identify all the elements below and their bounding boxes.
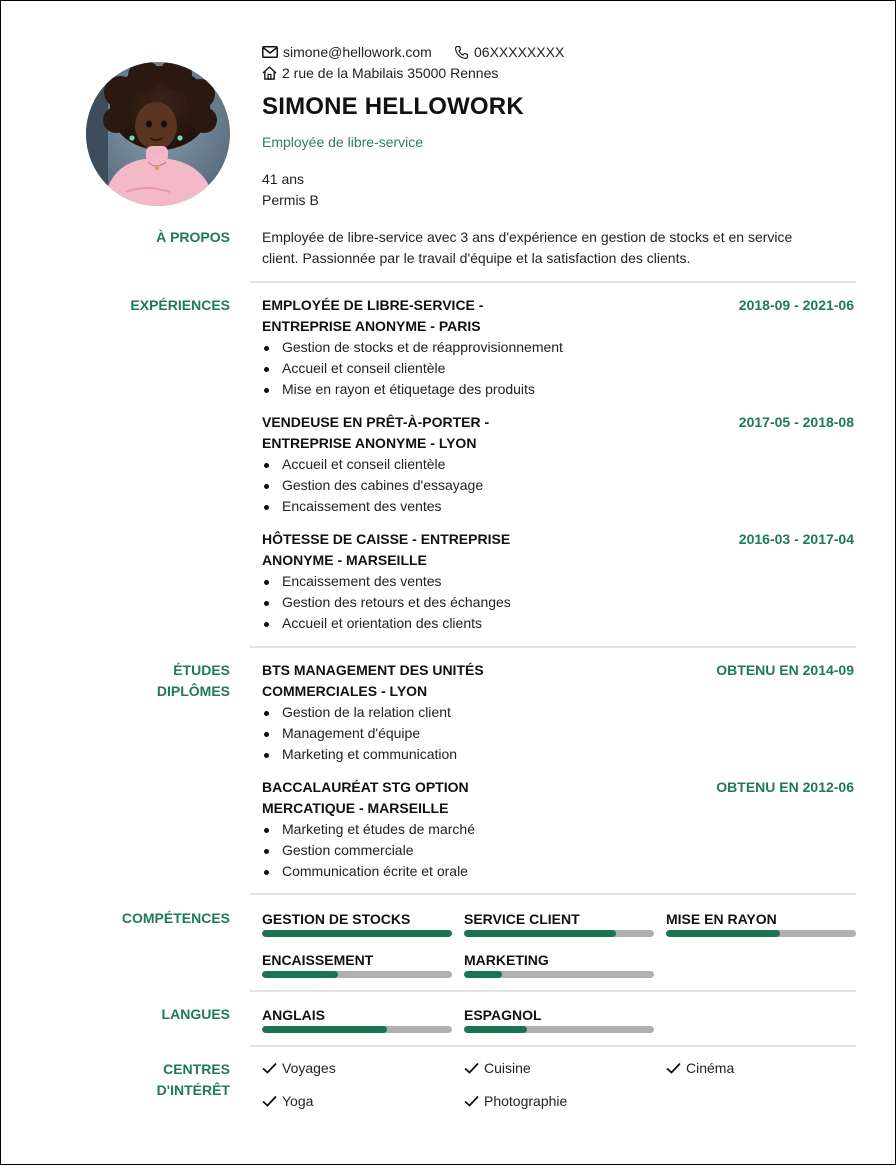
list-item: Gestion commerciale xyxy=(262,840,475,861)
education-title-line: BTS MANAGEMENT DES UNITÉS xyxy=(262,662,484,678)
skill-item xyxy=(262,910,452,937)
experience-title xyxy=(262,529,562,571)
language-name: ESPAGNOL xyxy=(464,1007,542,1023)
about-text xyxy=(262,227,792,269)
list-item: Communication écrite et orale xyxy=(262,861,475,882)
interest-label: Photographie xyxy=(484,1093,568,1109)
experience-title-line: ANONYME - MARSEILLE xyxy=(262,552,427,568)
education-date: OBTENU EN 2012-06 xyxy=(716,779,854,795)
skill-name: GESTION DE STOCKS xyxy=(262,911,411,927)
candidate-name: SIMONE HELLOWORK xyxy=(262,93,524,120)
interest-label: Cinéma xyxy=(686,1060,735,1076)
interest-label: Cuisine xyxy=(484,1060,531,1076)
avatar xyxy=(86,62,230,206)
skill-bar xyxy=(464,971,654,978)
education-label xyxy=(21,660,230,702)
experience-title-line: ENTREPRISE ANONYME - PARIS xyxy=(262,318,481,334)
skill-bar xyxy=(262,930,452,937)
interest-label: Yoga xyxy=(282,1093,314,1109)
divider xyxy=(250,281,856,283)
skill-bar-fill xyxy=(464,930,616,937)
experience-bullets xyxy=(262,454,483,517)
skill-item xyxy=(666,910,856,937)
experience-date: 2017-05 - 2018-08 xyxy=(738,414,854,430)
divider xyxy=(250,990,856,992)
skill-name: MARKETING xyxy=(464,952,549,968)
skill-bar-fill xyxy=(666,930,780,937)
education-title-line: MERCATIQUE - MARSEILLE xyxy=(262,800,449,816)
language-name: ANGLAIS xyxy=(262,1007,325,1023)
checkmark-icon xyxy=(262,1062,277,1074)
email-text: simone@hellowork.com xyxy=(283,44,432,60)
checkmark-icon xyxy=(464,1062,479,1074)
envelope-icon xyxy=(262,46,278,58)
list-item: Gestion de la relation client xyxy=(262,702,457,723)
experience-title-line: EMPLOYÉE DE LIBRE-SERVICE - xyxy=(262,297,484,313)
skill-item xyxy=(464,910,654,937)
list-item: Accueil et orientation des clients xyxy=(262,613,511,634)
experience-date: 2016-03 - 2017-04 xyxy=(738,531,854,547)
list-item: Management d'équipe xyxy=(262,723,457,744)
experience-title-line: VENDEUSE EN PRÊT-À-PORTER - xyxy=(262,414,490,430)
skill-bar-fill xyxy=(464,971,502,978)
list-item: Encaissement des ventes xyxy=(262,496,483,517)
list-item: Marketing et études de marché xyxy=(262,819,475,840)
checkmark-icon xyxy=(262,1095,277,1107)
about-label: À PROPOS xyxy=(156,229,230,245)
age: 41 ans xyxy=(262,171,305,187)
interest-item xyxy=(262,1093,313,1109)
interests-label-line: CENTRES xyxy=(163,1061,230,1077)
skill-name: ENCAISSEMENT xyxy=(262,952,374,968)
skill-item xyxy=(262,951,452,978)
list-item: Accueil et conseil clientèle xyxy=(262,454,483,475)
interest-item xyxy=(464,1060,531,1076)
skill-bar xyxy=(464,930,654,937)
experience-bullets xyxy=(262,337,563,400)
job-title: Employée de libre-service xyxy=(262,134,424,150)
experience-title-line: ENTREPRISE ANONYME - LYON xyxy=(262,435,477,451)
experience-date: 2018-09 - 2021-06 xyxy=(738,297,854,313)
divider xyxy=(250,893,856,895)
education-title xyxy=(262,660,562,702)
about-line: client. Passionnée par le travail d'équipe et la satisfaction des clients. xyxy=(262,250,691,266)
skills-label: COMPÉTENCES xyxy=(121,910,230,926)
interests-label-line: D'INTÉRÊT xyxy=(156,1082,230,1098)
house-icon xyxy=(262,66,277,80)
checkmark-icon xyxy=(464,1095,479,1107)
education-label-line: DIPLÔMES xyxy=(156,683,230,699)
skill-bar xyxy=(262,971,452,978)
skill-item xyxy=(464,951,654,978)
education-label-line: ÉTUDES xyxy=(173,662,230,678)
email-contact xyxy=(262,44,432,60)
languages-label: LANGUES xyxy=(161,1006,230,1022)
interest-item xyxy=(262,1060,336,1076)
list-item: Encaissement des ventes xyxy=(262,571,511,592)
experience-title xyxy=(262,412,562,454)
language-item xyxy=(262,1006,452,1033)
experience-bullets xyxy=(262,571,511,634)
list-item: Gestion de stocks et de réapprovisionnement xyxy=(262,337,563,358)
education-date: OBTENU EN 2014-09 xyxy=(716,662,854,678)
education-bullets xyxy=(262,819,475,882)
interest-item xyxy=(464,1093,567,1109)
address-text: 2 rue de la Mabilais 35000 Rennes xyxy=(282,65,499,81)
address-contact xyxy=(262,65,498,81)
interests-label xyxy=(21,1059,230,1101)
education-title xyxy=(262,777,562,819)
list-item: Accueil et conseil clientèle xyxy=(262,358,563,379)
interest-label: Voyages xyxy=(282,1060,336,1076)
divider xyxy=(250,1045,856,1047)
education-bullets xyxy=(262,702,457,765)
driving-license: Permis B xyxy=(262,192,319,208)
language-bar xyxy=(464,1026,654,1033)
language-item xyxy=(464,1006,654,1033)
list-item: Marketing et communication xyxy=(262,744,457,765)
education-title-line: BACCALAURÉAT STG OPTION xyxy=(262,779,469,795)
interest-item xyxy=(666,1060,734,1076)
divider xyxy=(250,646,856,648)
experiences-label: EXPÉRIENCES xyxy=(130,297,230,313)
skill-bar xyxy=(666,930,856,937)
skill-name: MISE EN RAYON xyxy=(666,911,777,927)
about-line: Employée de libre-service avec 3 ans d'expérience en gestion de stocks et en service xyxy=(262,229,793,245)
language-bar-fill xyxy=(262,1026,387,1033)
education-title-line: COMMERCIALES - LYON xyxy=(262,683,428,699)
language-bar xyxy=(262,1026,452,1033)
skill-bar-fill xyxy=(262,971,338,978)
phone-icon xyxy=(454,45,469,60)
experience-title-line: HÔTESSE DE CAISSE - ENTREPRISE xyxy=(262,531,511,547)
skill-name: SERVICE CLIENT xyxy=(464,911,580,927)
phone-text: 06XXXXXXXX xyxy=(474,44,565,60)
skill-bar-fill xyxy=(262,930,452,937)
list-item: Mise en rayon et étiquetage des produits xyxy=(262,379,563,400)
avatar-illustration xyxy=(86,62,230,206)
list-item: Gestion des cabines d'essayage xyxy=(262,475,483,496)
experience-title xyxy=(262,295,562,337)
list-item: Gestion des retours et des échanges xyxy=(262,592,511,613)
checkmark-icon xyxy=(666,1062,681,1074)
phone-contact xyxy=(454,44,564,60)
language-bar-fill xyxy=(464,1026,527,1033)
